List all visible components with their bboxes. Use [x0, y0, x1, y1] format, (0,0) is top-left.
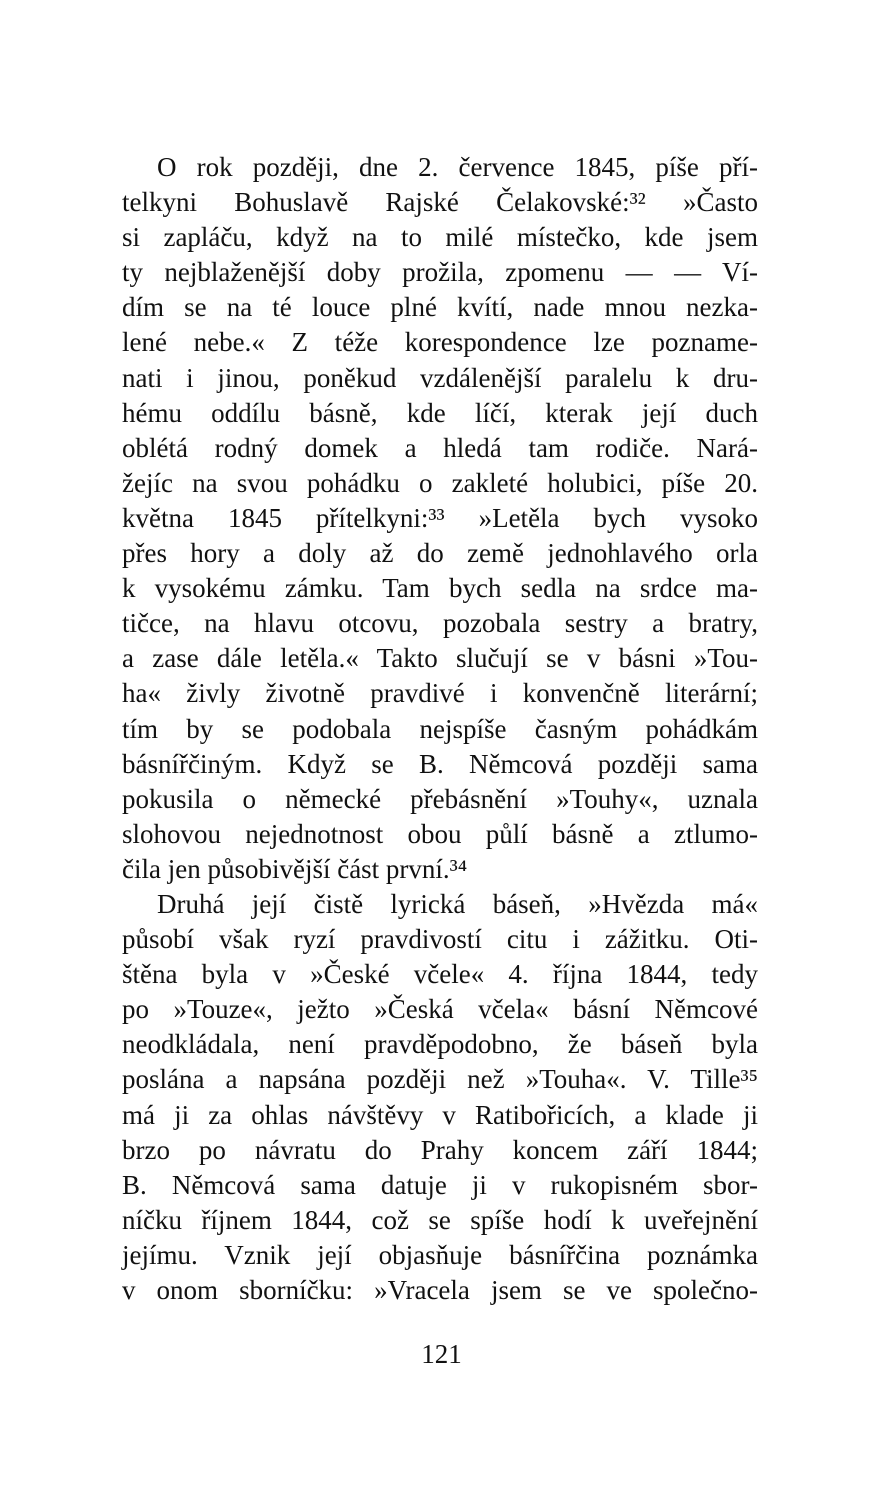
- text-line: tím by se podobala nejspíše časným pohádkám: [122, 713, 758, 744]
- text-line: působí však ryzí pravdivostí citu i zážitku. Oti-: [122, 924, 758, 955]
- text-line: níčku říjnem 1844, což se spíše hodí k uveřejnění: [122, 1204, 758, 1235]
- text-line: pokusila o německé přebásnění »Touhy«, uznala: [122, 783, 758, 814]
- text-line: štěna byla v »České včele« 4. října 1844, tedy: [122, 959, 758, 990]
- text-line: si zapláču, když na to milé místečko, kde jsem: [122, 222, 758, 253]
- text-line: hému oddílu básně, kde líčí, kterak její duch: [122, 397, 758, 428]
- text-line: telkyni Bohuslavě Rajské Čelakovské:³² »Často: [122, 187, 758, 218]
- text-line: ty nejblaženější doby prožila, zpomenu — — Ví-: [122, 257, 758, 288]
- text-line: jejímu. Vznik její objasňuje básnířčina poznámka: [122, 1239, 758, 1270]
- page-body-text: [122, 150, 758, 1308]
- text-line: žejíc na svou pohádku o zakleté holubici, píše 20.: [122, 467, 758, 498]
- text-line: dím se na té louce plné kvítí, nade mnou nezka-: [122, 292, 758, 323]
- text-line: v onom sborníčku: »Vracela jsem se ve společno-: [122, 1275, 758, 1305]
- text-line: nati i jinou, poněkud vzdálenější paralelu k dru-: [122, 362, 758, 393]
- text-line: neodkládala, není pravděpodobno, že báseň byla: [122, 1029, 758, 1060]
- text-line: přes hory a doly až do země jednohlavého orla: [122, 538, 758, 569]
- text-line: B. Němcová sama datuje ji v rukopisném sbor-: [122, 1169, 758, 1200]
- page-number: 121: [421, 1339, 462, 1369]
- text-line: května 1845 přítelkyni:³³ »Letěla bych vysoko: [122, 502, 758, 533]
- text-line: oblétá rodný domek a hledá tam rodiče. Nará-: [122, 432, 758, 463]
- text-line: básnířčiným. Když se B. Němcová později sama: [122, 748, 758, 779]
- text-line: poslána a napsána později než »Touha«. V. Tille³⁵: [122, 1064, 758, 1095]
- text-line: čila jen působivější část první.³⁴: [122, 853, 468, 884]
- text-line: a zase dále letěla.« Takto slučují se v básni »Tou-: [122, 643, 758, 674]
- text-line: Druhá její čistě lyrická báseň, »Hvězda má«: [157, 888, 758, 919]
- text-line: lené nebe.« Z téže korespondence lze pozname-: [122, 327, 758, 358]
- text-line: O rok později, dne 2. července 1845, píše pří-: [157, 152, 758, 182]
- text-line: brzo po návratu do Prahy koncem září 1844;: [122, 1134, 758, 1165]
- text-line: má ji za ohlas návštěvy v Ratibořicích, a klade ji: [122, 1099, 758, 1130]
- text-line: po »Touze«, ježto »Česká včela« básní Němcové: [122, 994, 758, 1025]
- text-line: tičce, na hlavu otcovu, pozobala sestry a bratry,: [122, 608, 758, 639]
- text-line: k vysokému zámku. Tam bych sedla na srdce ma-: [122, 573, 758, 604]
- text-line: slohovou nejednotnost obou půlí básně a ztlumo-: [122, 818, 758, 849]
- text-line: ha« živly životně pravdivé i konvenčně literární;: [122, 678, 758, 709]
